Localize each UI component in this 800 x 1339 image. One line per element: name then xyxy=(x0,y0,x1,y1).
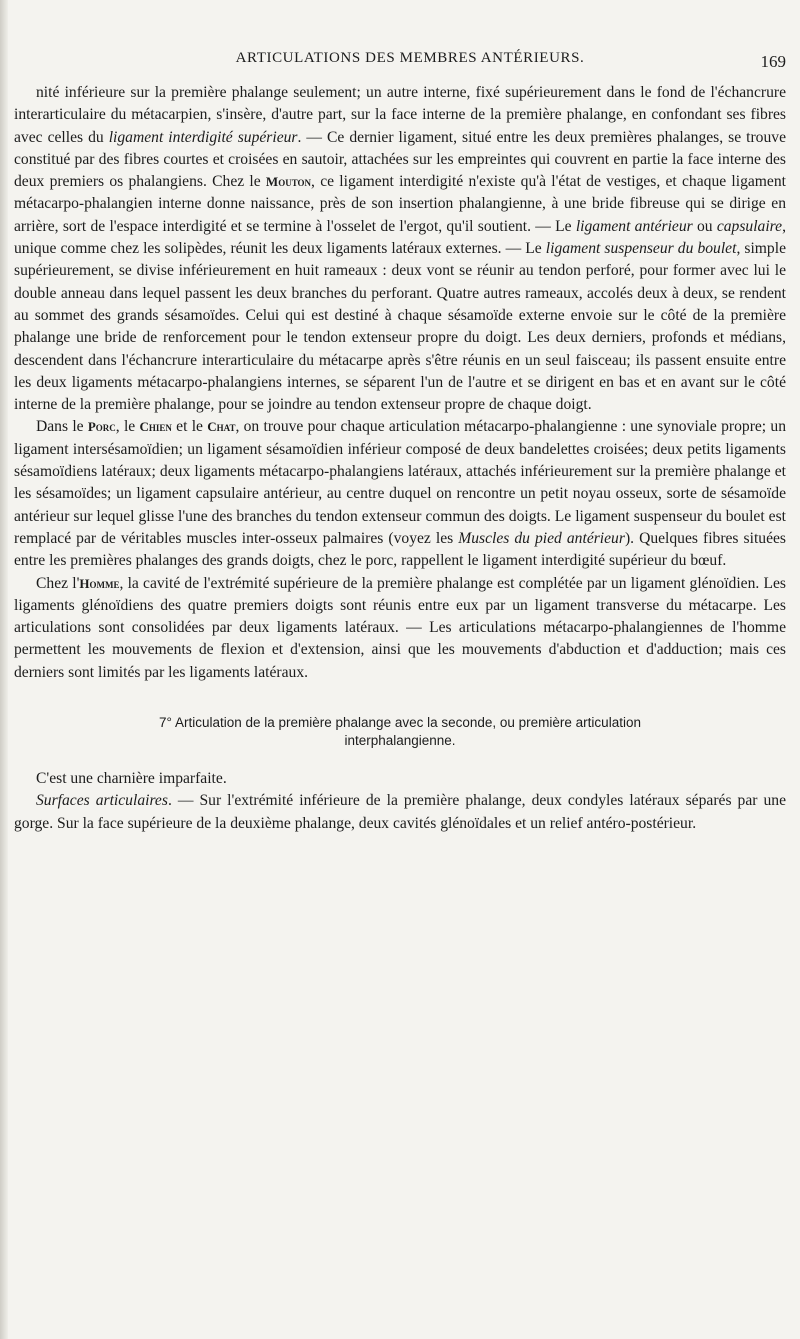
italic-term: ligament interdigité supérieur xyxy=(108,128,298,146)
text-run: ou xyxy=(692,217,717,235)
paragraph xyxy=(14,82,786,416)
species-name: Porc xyxy=(87,419,116,435)
book-page xyxy=(14,0,786,835)
page-edge-shadow xyxy=(0,0,8,1339)
text-run: et le xyxy=(171,418,208,436)
text-run: , la cavité de l'extrémité supérieure de la première phalange est complétée par un ligament glénoïdien. Les ligaments glénoïdiens des quatre premiers doigts sont réunis entre eux par un ligament transverse du métacarpe. Les articulations sont consolidées par deux ligaments latéraux. — Les articulations métacarpo-phalangiennes de l'homme permettent les mouvements de flexion et d'extension, ainsi que les mouvements d'abduction et d'adduction; mais ces derniers sont limités par les ligaments latéraux. xyxy=(14,574,786,681)
text-run: Dans le xyxy=(36,418,88,436)
italic-term: Surfaces articulaires xyxy=(36,792,168,810)
text-run: . — Sur l'extrémité inférieure de la première phalange, deux condyles latéraux séparés par une gorge. Sur la face supérieure de la deuxième phalange, deux cavités glénoïdales et un relief antéro-postérieur. xyxy=(14,792,786,832)
text-run: , unique comme chez les solipèdes, réunit les deux ligaments latéraux externes. — Le xyxy=(14,217,786,258)
paragraph xyxy=(14,416,786,572)
body-text-after-heading xyxy=(14,768,786,835)
text-run: , simple supérieurement, se divise inférieurement en huit rameaux : deux vont se réunir au tendon perforé, pour former avec lui le double anneau dans lequel passent les deux branches du perforant. Quatre autres rameaux, accolés deux à deux, se rendent au sommet des grands sésamoïdes. Celui qui est destiné à chaque sésamoïde externe envoie sur le côté de la première phalange une bride de renforcement pour le tendon extenseur propre du doigt. Les deux derniers, profonds et médians, descendent dans l'échancrure interarticulaire du métacarpe après s'être réunis en un seul faisceau; ils passent ensuite entre les deux ligaments métacarpo-phalangiens internes, se séparent l'un de l'autre et se dirigent en bas et en avant sur le côté interne de la première phalange, pour se joindre au tendon extenseur propre de chaque doigt. xyxy=(14,240,786,414)
species-name: Homme xyxy=(79,575,120,591)
page-number: 169 xyxy=(760,52,786,71)
text-run: , on trouve pour chaque articulation métacarpo-phalangienne : une synoviale propre; un ligament intersésamoïdien; un ligament sésamoïdien inférieur composé de deux bandelettes croisées; deux petits ligaments sésamoïdiens latéraux; deux ligaments métacarpo-phalangiens latéraux, attachés inférieurement sur la première phalange et les sésamoïdes; un ligament capsulaire antérieur, au centre duquel on rencontre un petit noyau osseux, sorte de sésamoïde antérieur sur lequel glisse l'une des branches du tendon extenseur commun des doigts. Le ligament suspenseur du boulet est remplacé par de véritables muscles inter-osseux palmaires (voyez les xyxy=(14,418,787,547)
section-heading-line-2: interphalangienne. xyxy=(344,733,456,749)
species-name: Mouton xyxy=(265,174,312,190)
paragraph xyxy=(14,790,786,835)
text-run: Chez l' xyxy=(36,574,80,592)
running-title: ARTICULATIONS DES MEMBRES ANTÉRIEURS. xyxy=(235,50,585,66)
italic-term: ligament antérieur xyxy=(575,217,693,235)
paragraph xyxy=(14,573,786,684)
italic-term: capsulaire xyxy=(716,217,783,235)
text-run: . — Ce dernier ligament, situé entre les deux premières phalanges, se trouve constitué par des fibres courtes et croisées en sautoir, attachées sur les empreintes qui couvrent en partie la face interne des deux premiers os phalangiens. Chez le xyxy=(14,128,786,191)
paragraph xyxy=(14,768,786,790)
body-text xyxy=(14,82,786,684)
section-heading xyxy=(14,714,786,750)
text-run: ). Quelques fibres situées entre les premières phalanges des grands doigts, chez le porc, rappellent le ligament interdigité supérieur du bœuf. xyxy=(14,529,786,570)
section-heading-line-1: 7° Articulation de la première phalange avec la seconde, ou première articulation xyxy=(159,715,641,731)
species-name: Chien xyxy=(139,419,172,435)
species-name: Chat xyxy=(207,419,236,435)
italic-term: Muscles du pied antérieur xyxy=(458,529,625,547)
text-run: C'est une charnière imparfaite. xyxy=(36,770,227,788)
text-run: , le xyxy=(115,418,140,436)
italic-term: ligament suspenseur du boulet xyxy=(545,240,737,258)
page-header xyxy=(14,0,786,82)
text-run: , ce ligament interdigité n'existe qu'à l'état de vestiges, et chaque ligament métacarpo-phalangien interne donne naissance, près de son insertion phalangienne, à une bride fibreuse qui se dirige en arrière, sort de l'espace interdigité et se termine à l'osselet de l'ergot, qu'il soutient. — Le xyxy=(14,173,786,235)
text-run: nité inférieure sur la première phalange seulement; un autre interne, fixé supérieurement dans le fond de l'échancrure interarticulaire du métacarpien, s'insère, d'autre part, sur la face interne de la première phalange, en confondant ses fibres avec celles du xyxy=(14,84,786,146)
